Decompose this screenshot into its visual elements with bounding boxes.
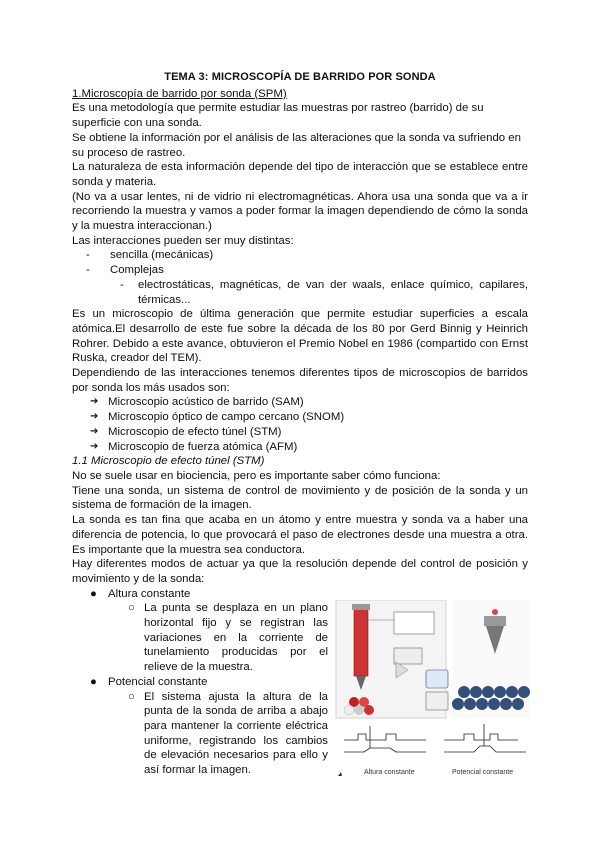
paragraph: Se obtiene la información por el análisis de las alteraciones que la sonda va sufriendo en su proceso de rastreo. — [72, 131, 521, 159]
paragraph: Es un microscopio de última generación que permite estudiar superficies a escala atómica.El desarrollo de este fue sobre la década de los 80 por Gerd Binnig y Heinrich Rohrer. Debido a este avance, obtuvieron el Premio Nobel en 1986 (compartido con Ernst Ruska, creador del TEM). — [72, 308, 528, 365]
document-title: TEMA 3: MICROSCOPÍA DE BARRIDO POR SONDA — [164, 71, 436, 83]
bullet-icon: ● — [90, 675, 97, 688]
paragraph: Dependiendo de las interacciones tenemos diferentes tipos de microscopios de barridos por sonda los más usados son: — [72, 367, 528, 394]
list-item: ➔ Microscopio de fuerza atómica (AFM) — [90, 440, 528, 455]
paragraph: No se suele usar en biociencia, pero es importante saber cómo funciona: — [72, 469, 441, 482]
interactions-list — [72, 248, 528, 277]
section-heading-stm: 1.1 Microscopio de efecto túnel (STM) — [72, 455, 265, 468]
list-item: ➔ Microscopio de efecto túnel (STM) — [90, 425, 528, 440]
document-page — [72, 70, 528, 778]
microscope-types-list — [72, 395, 528, 454]
bullet-icon: ● — [90, 587, 97, 600]
circle-bullet-icon: ○ — [128, 690, 135, 703]
mode-description — [72, 601, 328, 675]
list-item: - sencilla (mecánicas) — [86, 248, 528, 263]
complex-interactions-list — [72, 278, 528, 307]
paragraph: Es una metodología que permite estudiar las muestras por rastreo (barrido) de su superficie con una sonda. — [72, 102, 484, 130]
list-item: ➔ Microscopio acústico de barrido (SAM) — [90, 395, 528, 410]
paragraph: La sonda es tan fina que acaba en un átomo y entre muestra y sonda va a haber una diferencia de potencia, lo que provocará el paso de electrones desde una muestra a otra. Es importante que la muestra sea conductora. — [72, 514, 528, 556]
stm-diagram-image — [334, 600, 530, 778]
mode-name: Potencial constante — [108, 675, 208, 688]
section-heading-spm: 1.Microscopía de barrido por sonda (SPM) — [72, 87, 287, 100]
mode-description-text: La punta se desplaza en un plano horizontal fijo y se registran las variaciones en la corriente de tunelamiento producidas por el relieve de la muestra. — [144, 602, 328, 674]
list-item: ➔ Microscopio óptico de campo cercano (SNOM) — [90, 410, 528, 425]
figure-caption-left: Altura constante — [364, 769, 415, 776]
mode-description — [72, 690, 328, 778]
circle-bullet-icon: ○ — [128, 602, 135, 615]
stm-figure — [334, 600, 530, 778]
paragraph: Las interacciones pueden ser muy distintas: — [72, 234, 294, 247]
paragraph: Hay diferentes modos de actuar ya que la resolución depende del control de posición y movimiento y de la sonda: — [72, 558, 528, 585]
mode-name: Altura constante — [108, 587, 191, 600]
list-item: - Complejas — [86, 263, 528, 278]
paragraph: (No va a usar lentes, ni de vidrio ni electromagnéticas. Ahora usa una sonda que va a ir recorriendo la muestra y vamos a poder formar la imagen dependiendo de cómo la sonda y la muestra interaccionan.) — [72, 190, 528, 233]
paragraph: La naturaleza de esta información depende del tipo de interacción que se establece entre sonda y materia. — [72, 161, 528, 188]
paragraph: Tiene una sonda, un sistema de control de movimiento y de posición de la sonda y un sistema de formación de la imagen. — [72, 484, 528, 512]
figure-caption-right: Potencial constante — [452, 769, 514, 776]
list-item: - electrostáticas, magnéticas, de van der waals, enlace químico, capilares, térmicas... — [120, 278, 528, 307]
mode-description-text: El sistema ajusta la altura de la punta de la sonda de arriba a abajo para mantener la corriente eléctrica uniforme, registrando los cambios de elevación necesarios para ello y así formar la imagen. — [144, 690, 328, 777]
